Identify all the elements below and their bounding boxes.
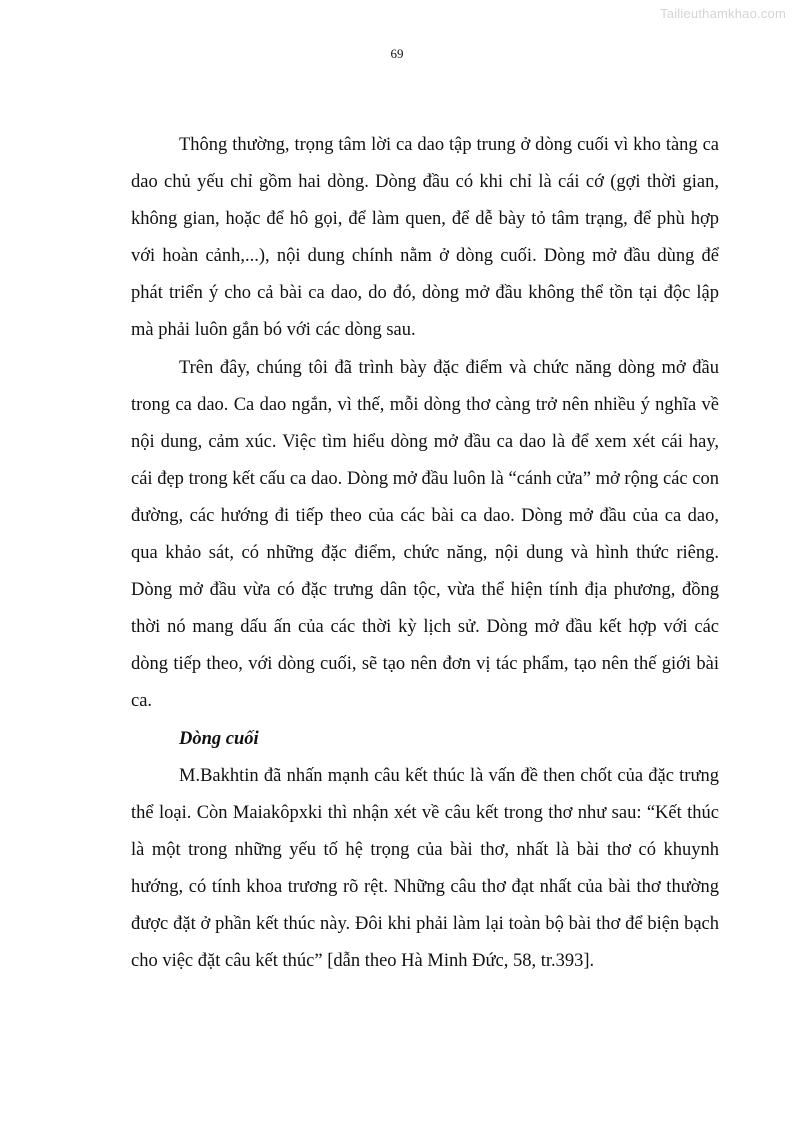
watermark: Tailieuthamkhao.com: [660, 6, 786, 21]
body-text: [131, 127, 719, 980]
paragraph: Thông thường, trọng tâm lời ca dao tập trung ở dòng cuối vì kho tàng ca dao chủ yếu chỉ gồm hai dòng. Dòng đầu có khi chỉ là cái cớ (gợi thời gian, không gian, hoặc để hô gọi, để làm quen, để dễ bày tỏ tâm trạng, để phù hợp với hoàn cảnh,...), nội dung chính nằm ở dòng cuối. Dòng mở đầu dùng để phát triển ý cho cả bài ca dao, do đó, dòng mở đầu không thể tồn tại độc lập mà phải luôn gắn bó với các dòng sau.: [131, 135, 719, 341]
paragraph: M.Bakhtin đã nhấn mạnh câu kết thúc là vấn đề then chốt của đặc trưng thể loại. Còn Maiakôpxki thì nhận xét về câu kết trong thơ như sau: “Kết thúc là một trong những yếu tố hệ trọng của bài thơ, nhất là bài thơ có khuynh hướng, có tính khoa trương rõ rệt. Những câu thơ đạt nhất của bài thơ thường được đặt ở phần kết thúc này. Đôi khi phải làm lại toàn bộ bài thơ để biện bạch cho việc đặt câu kết thúc” [dẫn theo Hà Minh Đức, 58, tr.393].: [131, 765, 719, 972]
page-number: 69: [390, 46, 404, 61]
paragraph: Trên đây, chúng tôi đã trình bày đặc điểm và chức năng dòng mở đầu trong ca dao. Ca dao ngắn, vì thế, mỗi dòng thơ càng trở nên nhiều ý nghĩa về nội dung, cảm xúc. Việc tìm hiểu dòng mở đầu ca dao là để xem xét cái hay, cái đẹp trong kết cấu ca dao. Dòng mở đầu luôn là “cánh cửa” mở rộng các con đường, các hướng đi tiếp theo của các bài ca dao. Dòng mở đầu của ca dao, qua khảo sát, có những đặc điểm, chức năng, nội dung và hình thức riêng. Dòng mở đầu vừa có đặc trưng dân tộc, vừa thể hiện tính địa phương, đồng thời nó mang dấu ấn của các thời kỳ lịch sử. Dòng mở đầu kết hợp với các dòng tiếp theo, với dòng cuối, sẽ tạo nên đơn vị tác phẩm, tạo nên thế giới bài ca.: [131, 357, 719, 712]
section-heading: Dòng cuối: [179, 728, 259, 749]
